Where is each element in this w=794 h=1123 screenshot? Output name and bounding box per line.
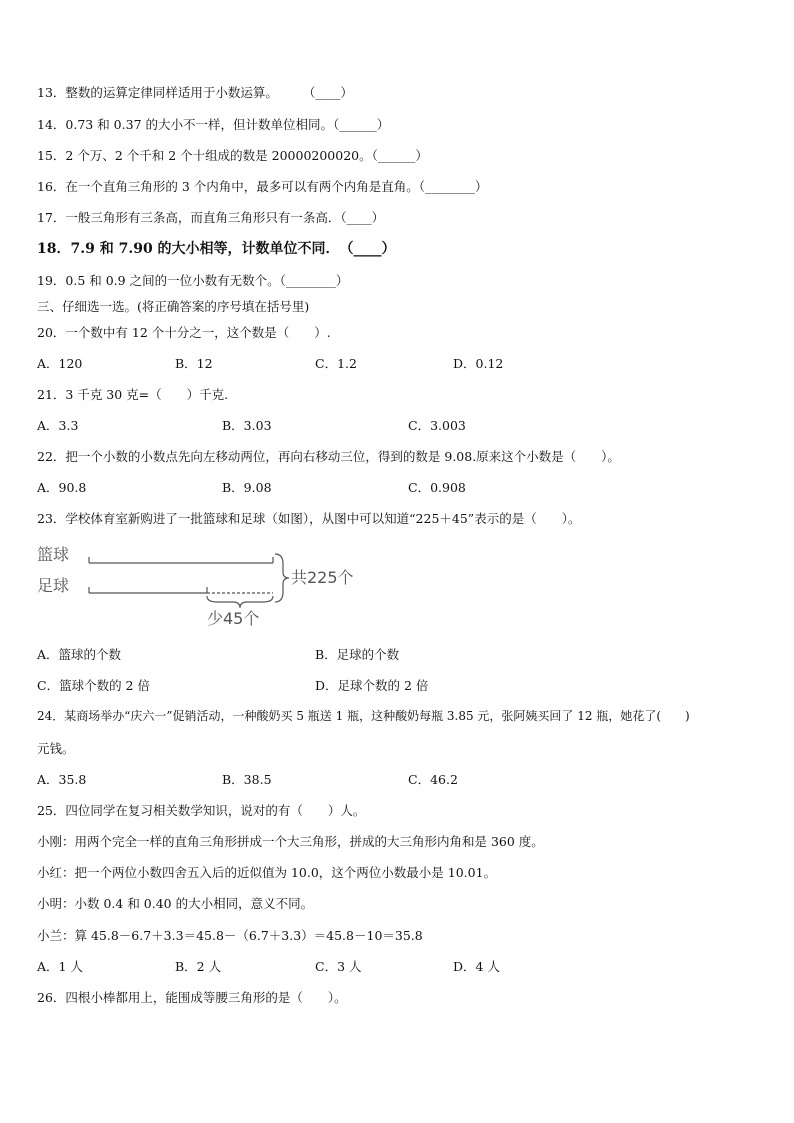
- football-bar: [89, 587, 273, 593]
- q23-option-a: A．篮球的个数: [37, 647, 122, 662]
- q20-option-c: C．1.2: [315, 356, 357, 371]
- q23-option-c: C．篮球个数的 2 倍: [37, 678, 150, 693]
- q25-option-a: A．1 人: [37, 959, 83, 974]
- question-20: 20．一个数中有 12 个十分之一，这个数是（ ）.: [37, 325, 331, 340]
- question-13: 13．整数的运算定律同样适用于小数运算。 （____）: [37, 85, 353, 100]
- question-18: 18．7.9 和 7.90 的大小相等，计数单位不同． （____）: [37, 241, 396, 257]
- less-brace: [207, 596, 273, 608]
- q24-option-b: B．38.5: [222, 772, 272, 787]
- diagram-label-basketball: 篮球: [37, 545, 70, 564]
- section-3-heading: 三、仔细选一选。(将正确答案的序号填在括号里): [37, 299, 310, 314]
- question-14: 14．0.73 和 0.37 的大小不一样，但计数单位相同。（______）: [37, 117, 390, 132]
- q25-statement-xiaolan: 小兰：算 45.8－6.7＋3.3＝45.8－（6.7＋3.3）＝45.8－10＝35.8: [37, 928, 423, 943]
- question-16: 16．在一个直角三角形的 3 个内角中，最多可以有两个内角是直角。（________）: [37, 179, 488, 194]
- q21-option-c: C．3.003: [408, 418, 466, 433]
- q25-option-b: B．2 人: [175, 959, 222, 974]
- diagram-label-less: 少45个: [207, 609, 260, 628]
- diagram-label-football: 足球: [37, 576, 70, 595]
- q20-option-a: A．120: [37, 356, 83, 371]
- q20-option-b: B．12: [175, 356, 213, 371]
- question-25: 25．四位同学在复习相关数学知识，说对的有（ ）人。: [37, 803, 366, 818]
- q25-option-d: D．4 人: [453, 959, 500, 974]
- question-21: 21．3 千克 30 克=（ ）千克.: [37, 387, 229, 402]
- q25-statement-xiaoming: 小明：小数 0.4 和 0.40 的大小相同，意义不同。: [37, 896, 314, 911]
- q22-option-c: C．0.908: [408, 480, 466, 495]
- q22-option-b: B．9.08: [222, 480, 272, 495]
- question-22: 22．把一个小数的小数点先向左移动两位，再向右移动三位，得到的数是 9.08.原来这个小数是（ ）。: [37, 449, 620, 464]
- q21-option-b: B．3.03: [222, 418, 272, 433]
- q24-option-a: A．35.8: [37, 772, 87, 787]
- q25-option-c: C．3 人: [315, 959, 362, 974]
- question-19: 19．0.5 和 0.9 之间的一位小数有无数个。（________）: [37, 273, 349, 288]
- question-24-line-1: 24．某商场举办“庆六一”促销活动，一种酸奶买 5 瓶送 1 瓶，这种酸奶每瓶 3.85 元，张阿姨买回了 12 瓶，她花了( ): [37, 709, 690, 723]
- q22-option-a: A．90.8: [37, 480, 87, 495]
- basketball-bar: [89, 557, 273, 563]
- question-17: 17．一般三角形有三条高，而直角三角形只有一条高．（____）: [37, 210, 385, 225]
- q25-statement-xiaohong: 小红：把一个两位小数四舍五入后的近似值为 10.0，这个两位小数最小是 10.01。: [37, 865, 497, 880]
- q23-option-d: D．足球个数的 2 倍: [315, 678, 429, 693]
- q24-option-c: C．46.2: [408, 772, 458, 787]
- question-26: 26．四根小棒都用上，能围成等腰三角形的是（ ）。: [37, 990, 347, 1005]
- q20-option-d: D．0.12: [453, 356, 504, 371]
- q23-diagram: [37, 538, 367, 628]
- question-15: 15．2 个万、2 个千和 2 个十组成的数是 20000200020。（______）: [37, 148, 428, 163]
- q25-statement-xiaogang: 小刚：用两个完全一样的直角三角形拼成一个大三角形，拼成的大三角形内角和是 360 度。: [37, 834, 544, 849]
- total-brace: [275, 554, 289, 602]
- diagram-label-total: 共225个: [291, 568, 354, 587]
- question-24-line-2: 元钱。: [37, 741, 75, 756]
- question-23: 23．学校体育室新购进了一批篮球和足球（如图），从图中可以知道“225＋45”表示的是（ ）。: [37, 511, 581, 526]
- q21-option-a: A．3.3: [37, 418, 79, 433]
- q23-option-b: B．足球的个数: [315, 647, 400, 662]
